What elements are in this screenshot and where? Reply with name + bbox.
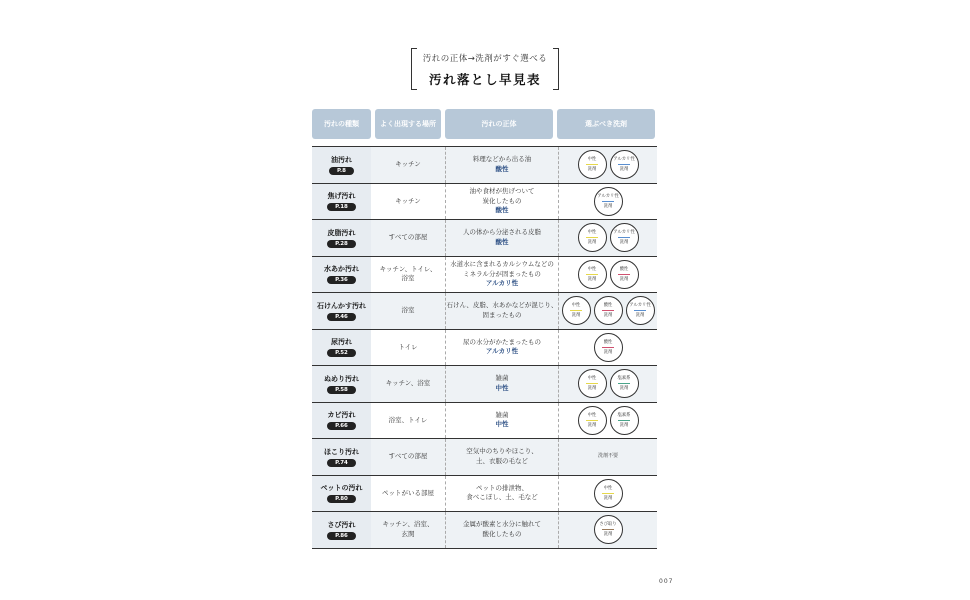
place-text: キッチン、浴室 — [385, 379, 431, 388]
identity-text: 食べこぼし、土、毛など — [466, 493, 538, 502]
page-reference-tag: P.74 — [327, 459, 356, 467]
identity-text: 尿の水分がかたまったもの — [463, 337, 541, 346]
page-subtitle: 汚れの正体→洗剤がすぐ選べる — [422, 54, 548, 64]
stain-type-cell — [312, 330, 371, 366]
identity-text: 炭化したもの — [482, 196, 522, 205]
detergent-badge — [594, 187, 623, 216]
detergent-label: 洗剤 — [619, 386, 629, 392]
page-reference-tag: P.28 — [327, 240, 356, 248]
detergent-badge — [594, 515, 623, 544]
identity-text: 雑菌 — [495, 374, 509, 383]
stain-nature: 酸性 — [495, 237, 509, 246]
place-cell — [375, 184, 441, 220]
table-row — [312, 257, 657, 294]
identity-cell — [445, 184, 559, 220]
detergent-badge — [594, 333, 623, 362]
table-row — [312, 366, 657, 403]
detergent-label: 洗剤 — [587, 422, 597, 428]
detergent-color-line — [618, 164, 630, 165]
detergent-type: 中性 — [587, 376, 597, 382]
stain-name: さび汚れ — [327, 520, 356, 529]
detergent-color-line — [586, 274, 598, 275]
page-reference-tag: P.58 — [327, 386, 356, 394]
title-bracket-left — [411, 48, 417, 90]
place-cell — [375, 439, 441, 475]
stain-name: ペットの汚れ — [320, 484, 363, 493]
detergent-badge — [626, 296, 655, 325]
table-row — [312, 293, 657, 330]
detergent-badge — [562, 296, 591, 325]
page-reference-tag: P.80 — [327, 495, 356, 503]
detergent-badge — [594, 296, 623, 325]
identity-cell — [445, 147, 559, 183]
detergent-badge — [610, 406, 639, 435]
page-number: 007 — [659, 578, 674, 585]
detergent-cell — [559, 147, 657, 183]
detergent-badge — [610, 369, 639, 398]
stain-nature: アルカリ性 — [485, 347, 519, 356]
column-header-place: よく出現する場所 — [375, 109, 441, 139]
detergent-color-line — [618, 420, 630, 421]
detergent-type: 中性 — [571, 303, 581, 309]
stain-name: 石けんかす汚れ — [317, 301, 366, 310]
detergent-cell — [559, 512, 657, 548]
detergent-type: 中性 — [587, 230, 597, 236]
detergent-cell — [559, 293, 657, 329]
stain-type-cell — [312, 403, 371, 439]
detergent-color-line — [602, 201, 614, 202]
identity-text: 金属が酸素と水分に触れて — [463, 520, 541, 529]
identity-text: 空気中のちりやほこり、 — [466, 447, 538, 456]
detergent-label: 洗剤 — [635, 313, 645, 319]
detergent-color-line — [586, 420, 598, 421]
detergent-label: 洗剤 — [587, 276, 597, 282]
detergent-type: 酸性 — [603, 339, 613, 345]
identity-text: 料理などから出る油 — [472, 155, 532, 164]
detergent-type: 中性 — [587, 412, 597, 418]
detergent-label: 洗剤 — [571, 313, 581, 319]
place-cell — [375, 512, 441, 548]
identity-text: 油や食材が焦げついて — [469, 187, 535, 196]
stain-name: 油汚れ — [331, 155, 352, 164]
table-row — [312, 330, 657, 367]
table-row — [312, 403, 657, 440]
stain-name: カビ汚れ — [327, 411, 356, 420]
place-cell — [375, 476, 441, 512]
identity-cell — [445, 476, 559, 512]
detergent-type: 中性 — [587, 266, 597, 272]
place-cell — [375, 366, 441, 402]
stain-type-cell — [312, 257, 371, 293]
detergent-badge — [578, 406, 607, 435]
header-divider — [312, 139, 657, 147]
detergent-type: アルカリ性 — [613, 157, 635, 163]
place-text: キッチン — [395, 196, 421, 205]
place-cell — [375, 293, 441, 329]
stain-name: ほこり汚れ — [324, 447, 359, 456]
identity-cell — [445, 220, 559, 256]
detergent-type: 中性 — [603, 485, 613, 491]
table-row — [312, 147, 657, 184]
title-block — [411, 48, 559, 88]
detergent-cell — [559, 330, 657, 366]
identity-text: ペットの排泄物、 — [476, 483, 528, 492]
detergent-badge — [610, 260, 639, 289]
detergent-label: 洗剤 — [603, 313, 613, 319]
stain-nature: 酸性 — [495, 164, 509, 173]
stain-type-cell — [312, 366, 371, 402]
detergent-color-line — [586, 164, 598, 165]
detergent-cell — [559, 403, 657, 439]
detergent-label: 洗剤 — [619, 276, 629, 282]
detergent-label: 洗剤 — [587, 240, 597, 246]
stain-type-cell — [312, 476, 371, 512]
stain-type-cell — [312, 512, 371, 548]
page-reference-tag: P.86 — [327, 532, 356, 540]
page-reference-tag: P.8 — [329, 167, 354, 175]
identity-text: 固まったもの — [482, 310, 522, 319]
identity-text: 水道水に含まれるカルシウムなどの — [450, 260, 554, 269]
identity-cell — [445, 512, 559, 548]
stain-nature: 酸性 — [495, 205, 509, 214]
column-header-type: 汚れの種類 — [312, 109, 371, 139]
detergent-type: 塩素系 — [617, 376, 631, 382]
no-detergent-text: 洗剤不要 — [597, 453, 618, 460]
detergent-color-line — [602, 493, 614, 494]
place-text: キッチン、トイレ、 — [379, 264, 437, 273]
detergent-cell — [559, 439, 657, 475]
identity-cell — [445, 403, 559, 439]
detergent-label: 洗剤 — [619, 422, 629, 428]
detergent-label: 洗剤 — [619, 167, 629, 173]
stain-type-cell — [312, 439, 371, 475]
place-text: キッチン — [395, 160, 421, 169]
place-text: すべての部屋 — [388, 452, 428, 461]
detergent-badge — [594, 479, 623, 508]
detergent-cell — [559, 184, 657, 220]
place-text: 玄関 — [401, 529, 415, 538]
identity-text: ミネラル分が固まったもの — [463, 269, 541, 278]
stain-name: 水あか汚れ — [324, 265, 359, 274]
place-cell — [375, 257, 441, 293]
stain-nature: 中性 — [495, 383, 509, 392]
detergent-badge — [610, 150, 639, 179]
detergent-badge — [578, 223, 607, 252]
detergent-cell — [559, 257, 657, 293]
stain-name: ぬめり汚れ — [324, 374, 359, 383]
table-header — [312, 109, 657, 139]
column-header-identity: 汚れの正体 — [445, 109, 553, 139]
table-row — [312, 476, 657, 513]
column-header-detergent: 選ぶべき洗剤 — [557, 109, 655, 139]
stain-type-cell — [312, 293, 371, 329]
detergent-cell — [559, 476, 657, 512]
stain-nature: 中性 — [495, 420, 509, 429]
detergent-label: 洗剤 — [619, 240, 629, 246]
identity-text: 石けん、皮脂、水あかなどが混じり、 — [446, 301, 558, 310]
page-reference-tag: P.36 — [327, 276, 356, 284]
page-reference-tag: P.46 — [327, 313, 356, 321]
detergent-badge — [578, 260, 607, 289]
detergent-color-line — [586, 237, 598, 238]
table-row — [312, 512, 657, 549]
detergent-cell — [559, 220, 657, 256]
detergent-label: 洗剤 — [603, 532, 613, 538]
detergent-label: 洗剤 — [603, 495, 613, 501]
place-text: ペットがいる部屋 — [382, 488, 434, 497]
place-text: 浴室 — [401, 306, 415, 315]
detergent-type: さび取り — [599, 522, 617, 528]
detergent-color-line — [618, 274, 630, 275]
detergent-label: 洗剤 — [603, 349, 613, 355]
identity-cell — [445, 366, 559, 402]
place-cell — [375, 403, 441, 439]
identity-cell — [445, 330, 559, 366]
place-cell — [375, 330, 441, 366]
identity-text: 人の体から分泌される皮脂 — [463, 228, 541, 237]
detergent-label: 洗剤 — [587, 167, 597, 173]
detergent-badge — [610, 223, 639, 252]
detergent-type: 塩素系 — [617, 412, 631, 418]
detergent-label: 洗剤 — [603, 203, 613, 209]
page-reference-tag: P.66 — [327, 422, 356, 430]
detergent-color-line — [602, 347, 614, 348]
stain-type-cell — [312, 147, 371, 183]
identity-cell — [445, 439, 559, 475]
table-row — [312, 184, 657, 221]
detergent-color-line — [602, 310, 614, 311]
stain-table — [312, 109, 657, 549]
detergent-color-line — [634, 310, 646, 311]
detergent-badge — [578, 150, 607, 179]
detergent-color-line — [618, 383, 630, 384]
place-text: すべての部屋 — [388, 233, 428, 242]
detergent-color-line — [570, 310, 582, 311]
identity-text: 雑菌 — [495, 410, 509, 419]
detergent-label: 洗剤 — [587, 386, 597, 392]
page-title: 汚れ落とし早見表 — [428, 72, 541, 87]
stain-type-cell — [312, 220, 371, 256]
detergent-color-line — [618, 237, 630, 238]
detergent-type: 酸性 — [619, 266, 629, 272]
place-text: トイレ — [398, 342, 418, 351]
stain-type-cell — [312, 184, 371, 220]
place-text: 浴室 — [401, 274, 415, 283]
table-row — [312, 220, 657, 257]
page-reference-tag: P.52 — [327, 349, 356, 357]
page-reference-tag: P.18 — [327, 203, 356, 211]
stain-name: 尿汚れ — [331, 338, 352, 347]
identity-text: 土、衣服の毛など — [476, 456, 528, 465]
stain-nature: アルカリ性 — [485, 278, 519, 287]
detergent-color-line — [586, 383, 598, 384]
identity-cell — [445, 257, 559, 293]
place-cell — [375, 220, 441, 256]
table-row — [312, 439, 657, 476]
detergent-badge — [578, 369, 607, 398]
detergent-type: アルカリ性 — [613, 230, 635, 236]
stain-name: 皮脂汚れ — [327, 228, 356, 237]
identity-text: 酸化したもの — [482, 529, 522, 538]
detergent-color-line — [602, 529, 614, 530]
identity-cell — [445, 293, 559, 329]
detergent-type: アルカリ性 — [629, 303, 651, 309]
detergent-type: アルカリ性 — [597, 193, 619, 199]
detergent-type: 酸性 — [603, 303, 613, 309]
table-body — [312, 147, 657, 549]
detergent-type: 中性 — [587, 157, 597, 163]
detergent-cell — [559, 366, 657, 402]
place-text: 浴室、トイレ — [388, 415, 428, 424]
place-text: キッチン、浴室、 — [382, 520, 434, 529]
title-bracket-right — [553, 48, 559, 90]
stain-name: 焦げ汚れ — [327, 192, 356, 201]
place-cell — [375, 147, 441, 183]
